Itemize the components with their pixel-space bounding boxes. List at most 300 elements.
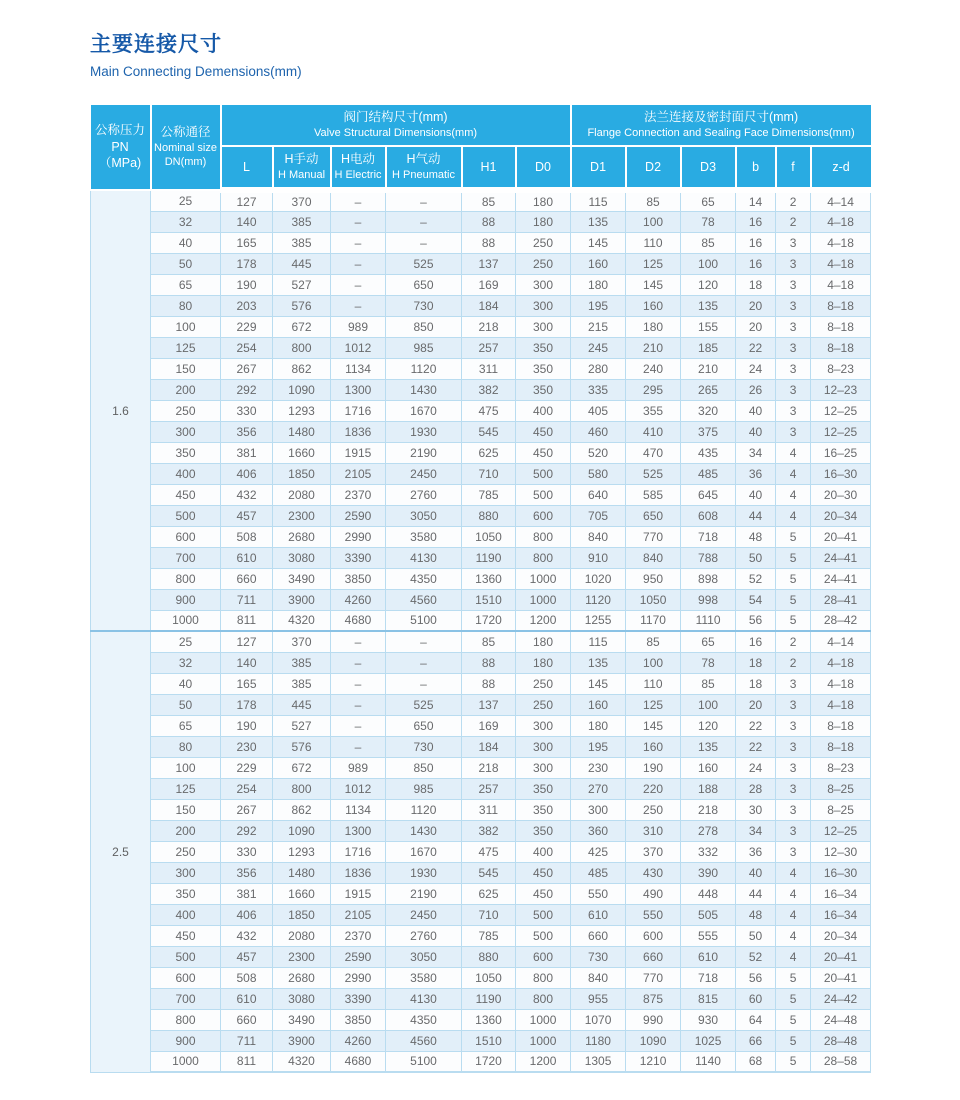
table-row	[91, 820, 871, 841]
page-title: 主要连接尺寸	[90, 33, 222, 56]
table-row	[91, 421, 871, 442]
dimension-value: 8–18	[811, 316, 871, 337]
dimension-value: 382	[462, 820, 516, 841]
dimension-value: 300	[516, 736, 571, 757]
dimension-value: 20	[736, 316, 776, 337]
dimension-value: 160	[571, 694, 626, 715]
dimension-value: 500	[516, 925, 571, 946]
dimension-value: 24–41	[811, 547, 871, 568]
dimension-value: 1000	[516, 568, 571, 589]
dimension-value: 525	[386, 253, 462, 274]
table-row	[91, 316, 871, 337]
dimension-value: 1210	[626, 1051, 681, 1072]
dimension-value: 4–18	[811, 232, 871, 253]
dimension-value: 4560	[386, 589, 462, 610]
dimension-value: 3	[776, 379, 811, 400]
dimension-value: 3850	[331, 568, 386, 589]
dn-value: 125	[151, 778, 221, 799]
dimension-value: 718	[681, 967, 736, 988]
dimension-value: 24–48	[811, 1009, 871, 1030]
table-row	[91, 337, 871, 358]
dimension-value: 4	[776, 946, 811, 967]
header-pn: 公称压力 PN （MPa)	[91, 104, 151, 190]
dimension-value: 1660	[273, 883, 331, 904]
dimension-value: 356	[221, 421, 273, 442]
dimension-value: 3	[776, 715, 811, 736]
dimension-value: 20–41	[811, 526, 871, 547]
dimension-value: 520	[571, 442, 626, 463]
dimension-value: 3	[776, 295, 811, 316]
dimension-value: 85	[626, 190, 681, 211]
dimension-value: 100	[626, 211, 681, 232]
dimension-value: 4–14	[811, 631, 871, 652]
dimension-value: 190	[221, 715, 273, 736]
dimension-value: 2	[776, 631, 811, 652]
dimension-value: –	[386, 673, 462, 694]
dimension-value: –	[331, 211, 386, 232]
dimension-value: 300	[516, 295, 571, 316]
dimension-value: 85	[681, 232, 736, 253]
dimension-value: 2190	[386, 442, 462, 463]
dimension-value: 2	[776, 652, 811, 673]
dimension-value: 36	[736, 463, 776, 484]
dimension-value: 457	[221, 946, 273, 967]
dimension-value: 2760	[386, 484, 462, 505]
dimension-value: 350	[516, 778, 571, 799]
dimension-value: 5	[776, 967, 811, 988]
dimension-value: 185	[681, 337, 736, 358]
dimension-value: 3080	[273, 547, 331, 568]
dn-value: 800	[151, 1009, 221, 1030]
dimension-value: 5	[776, 526, 811, 547]
dimension-value: 718	[681, 526, 736, 547]
dimension-value: 24	[736, 358, 776, 379]
dimension-value: 135	[571, 652, 626, 673]
dimension-value: 660	[221, 568, 273, 589]
dimension-value: 1480	[273, 862, 331, 883]
dimension-value: 210	[626, 337, 681, 358]
dimension-value: –	[331, 232, 386, 253]
table-row	[91, 463, 871, 484]
dimension-value: 230	[221, 736, 273, 757]
dn-value: 350	[151, 883, 221, 904]
dimension-value: 3	[776, 841, 811, 862]
dimension-value: 16–34	[811, 904, 871, 925]
table-row	[91, 694, 871, 715]
dimension-value: 40	[736, 400, 776, 421]
dimension-value: 1140	[681, 1051, 736, 1072]
dimension-value: 3	[776, 820, 811, 841]
dimension-value: 640	[571, 484, 626, 505]
dimension-value: 267	[221, 358, 273, 379]
dimension-value: 50	[736, 925, 776, 946]
dimension-value: 3	[776, 799, 811, 820]
dimension-value: 550	[626, 904, 681, 925]
dimension-value: 34	[736, 442, 776, 463]
dimension-value: 1012	[331, 337, 386, 358]
dimension-value: 1050	[462, 526, 516, 547]
dimension-value: 28–58	[811, 1051, 871, 1072]
dimension-value: –	[331, 190, 386, 211]
dimension-value: 178	[221, 253, 273, 274]
dimension-value: 770	[626, 526, 681, 547]
dimension-value: –	[331, 652, 386, 673]
dimension-value: 950	[626, 568, 681, 589]
dimension-value: 16–34	[811, 883, 871, 904]
dimension-value: 66	[736, 1030, 776, 1051]
dimension-value: 508	[221, 967, 273, 988]
dimension-value: 48	[736, 904, 776, 925]
dimension-value: 705	[571, 505, 626, 526]
dimension-value: 410	[626, 421, 681, 442]
dimension-value: 8–18	[811, 715, 871, 736]
dimension-value: 4	[776, 484, 811, 505]
dn-value: 50	[151, 253, 221, 274]
dimension-value: 811	[221, 610, 273, 631]
dimension-value: 432	[221, 484, 273, 505]
dn-value: 450	[151, 484, 221, 505]
dimension-value: 4260	[331, 1030, 386, 1051]
dimension-value: 4320	[273, 610, 331, 631]
dimension-value: 485	[571, 862, 626, 883]
table-row	[91, 862, 871, 883]
dimension-value: 120	[681, 715, 736, 736]
dimension-value: 3900	[273, 1030, 331, 1051]
dimension-value: 4	[776, 442, 811, 463]
table-row	[91, 841, 871, 862]
dimension-value: 4–18	[811, 652, 871, 673]
dimension-value: 4260	[331, 589, 386, 610]
dimension-value: 710	[462, 904, 516, 925]
dimension-value: 210	[681, 358, 736, 379]
dimension-value: 350	[516, 799, 571, 820]
dimension-value: 382	[462, 379, 516, 400]
dimension-value: 2590	[331, 946, 386, 967]
dimension-value: 28–48	[811, 1030, 871, 1051]
pn-value: 2.5	[91, 631, 151, 1072]
dimension-value: 710	[462, 463, 516, 484]
dimension-value: 14	[736, 190, 776, 211]
dimension-value: 24–41	[811, 568, 871, 589]
dimension-value: 160	[571, 253, 626, 274]
dimension-value: 300	[571, 799, 626, 820]
dimension-value: 20	[736, 694, 776, 715]
dimension-value: 250	[516, 232, 571, 253]
table-row	[91, 505, 871, 526]
dimension-value: 64	[736, 1009, 776, 1030]
dimension-value: 785	[462, 925, 516, 946]
dimension-value: 650	[386, 715, 462, 736]
dimension-value: 20–41	[811, 946, 871, 967]
dimension-value: 400	[516, 400, 571, 421]
dimension-value: 8–18	[811, 337, 871, 358]
dimension-value: 169	[462, 715, 516, 736]
dimension-value: 527	[273, 715, 331, 736]
dimension-value: 88	[462, 232, 516, 253]
dimension-value: 300	[516, 316, 571, 337]
dimension-value: 1360	[462, 1009, 516, 1030]
dimension-value: 5	[776, 568, 811, 589]
table-row	[91, 400, 871, 421]
dimension-value: 3	[776, 274, 811, 295]
dimension-value: 127	[221, 190, 273, 211]
dimension-value: 788	[681, 547, 736, 568]
dimension-value: 28–42	[811, 610, 871, 631]
dimension-value: 356	[221, 862, 273, 883]
dimension-value: 5	[776, 1009, 811, 1030]
dimension-value: 22	[736, 715, 776, 736]
dimension-value: –	[331, 274, 386, 295]
dimension-value: 250	[516, 694, 571, 715]
dimension-value: 1510	[462, 589, 516, 610]
dn-value: 600	[151, 526, 221, 547]
dimension-value: 180	[626, 316, 681, 337]
dn-value: 125	[151, 337, 221, 358]
dn-value: 500	[151, 946, 221, 967]
dn-value: 65	[151, 715, 221, 736]
dimension-value: 180	[571, 274, 626, 295]
dimension-value: 4–18	[811, 253, 871, 274]
dimension-value: 660	[571, 925, 626, 946]
dimension-value: 300	[516, 274, 571, 295]
dimension-value: 989	[331, 757, 386, 778]
dimension-value: 178	[221, 694, 273, 715]
dn-value: 100	[151, 316, 221, 337]
dimension-value: 840	[571, 526, 626, 547]
dimension-value: 2105	[331, 463, 386, 484]
dimension-value: 5	[776, 547, 811, 568]
dimension-value: 140	[221, 211, 273, 232]
dimension-value: 330	[221, 400, 273, 421]
dimension-value: 998	[681, 589, 736, 610]
dimension-value: 229	[221, 316, 273, 337]
dimension-value: 56	[736, 967, 776, 988]
dimension-value: 2300	[273, 946, 331, 967]
dimension-value: 385	[273, 652, 331, 673]
dimension-value: 8–23	[811, 757, 871, 778]
dimension-value: 555	[681, 925, 736, 946]
dimension-value: 500	[516, 463, 571, 484]
dn-value: 100	[151, 757, 221, 778]
dimension-value: 8–25	[811, 799, 871, 820]
dimension-value: 576	[273, 295, 331, 316]
table-row	[91, 799, 871, 820]
dimension-value: 65	[681, 631, 736, 652]
dimension-value: 985	[386, 778, 462, 799]
dimension-value: 180	[516, 631, 571, 652]
dimension-value: 137	[462, 253, 516, 274]
dimension-value: 48	[736, 526, 776, 547]
dimension-value: 145	[626, 274, 681, 295]
dimension-value: 2080	[273, 484, 331, 505]
dimension-value: 20–30	[811, 484, 871, 505]
dimension-value: 2	[776, 211, 811, 232]
dimension-value: 1850	[273, 904, 331, 925]
dimension-value: 5100	[386, 1051, 462, 1072]
dimension-value: 24	[736, 757, 776, 778]
dimension-value: 811	[221, 1051, 273, 1072]
dimension-value: 44	[736, 883, 776, 904]
dimension-value: 40	[736, 421, 776, 442]
dimension-value: 430	[626, 862, 681, 883]
dimension-value: 1660	[273, 442, 331, 463]
dimension-value: 240	[626, 358, 681, 379]
dn-value: 450	[151, 925, 221, 946]
dimension-value: 56	[736, 610, 776, 631]
dimension-value: 4350	[386, 568, 462, 589]
dimension-value: 3	[776, 400, 811, 421]
table-row	[91, 547, 871, 568]
dimension-value: 16	[736, 631, 776, 652]
header-col-l: L	[221, 146, 273, 190]
dimension-value: 1915	[331, 883, 386, 904]
dimension-value: 475	[462, 400, 516, 421]
dimension-value: 88	[462, 211, 516, 232]
header-dn: 公称通径 Nominal size DN(mm)	[151, 104, 221, 190]
dimension-value: 1255	[571, 610, 626, 631]
table-row	[91, 253, 871, 274]
dimension-value: 88	[462, 673, 516, 694]
dimension-value: 800	[273, 337, 331, 358]
dimension-value: 610	[681, 946, 736, 967]
dimension-value: 1300	[331, 379, 386, 400]
dimension-value: 898	[681, 568, 736, 589]
dimension-value: 4–14	[811, 190, 871, 211]
dn-value: 25	[151, 190, 221, 211]
dimension-value: 2	[776, 190, 811, 211]
table-row	[91, 358, 871, 379]
dimension-value: 1190	[462, 547, 516, 568]
dimension-value: 800	[516, 547, 571, 568]
dimension-value: 460	[571, 421, 626, 442]
dn-value: 40	[151, 232, 221, 253]
dimension-value: 1012	[331, 778, 386, 799]
dimension-value: 3	[776, 736, 811, 757]
dimension-value: 645	[681, 484, 736, 505]
dimension-value: 1430	[386, 820, 462, 841]
dimension-value: 125	[626, 253, 681, 274]
dimension-value: 311	[462, 358, 516, 379]
dimension-value: 730	[386, 295, 462, 316]
dimension-value: 3080	[273, 988, 331, 1009]
header-col-d2: D2	[626, 146, 681, 190]
dimension-value: 1025	[681, 1030, 736, 1051]
dimension-value: 1915	[331, 442, 386, 463]
dimension-value: 16	[736, 211, 776, 232]
dimension-value: 1293	[273, 841, 331, 862]
table-row	[91, 589, 871, 610]
dimension-value: 4680	[331, 1051, 386, 1072]
dimension-value: 267	[221, 799, 273, 820]
dn-value: 250	[151, 400, 221, 421]
dimension-value: 650	[626, 505, 681, 526]
dimension-value: 254	[221, 337, 273, 358]
dimension-value: 5	[776, 1051, 811, 1072]
dn-value: 32	[151, 211, 221, 232]
dimension-value: 332	[681, 841, 736, 862]
dimension-value: 4560	[386, 1030, 462, 1051]
dimension-value: 500	[516, 484, 571, 505]
dimension-value: 5	[776, 1030, 811, 1051]
table-row	[91, 442, 871, 463]
dimension-value: 381	[221, 442, 273, 463]
dimension-value: 203	[221, 295, 273, 316]
dimension-value: 3	[776, 757, 811, 778]
dimension-value: 405	[571, 400, 626, 421]
table-row	[91, 778, 871, 799]
dimension-value: 184	[462, 736, 516, 757]
dimension-value: 145	[571, 673, 626, 694]
dimension-value: 360	[571, 820, 626, 841]
dimension-value: –	[331, 631, 386, 652]
dimension-value: 5100	[386, 610, 462, 631]
table-row	[91, 1030, 871, 1051]
dimension-value: –	[386, 631, 462, 652]
dimension-value: 545	[462, 421, 516, 442]
header-col-h1: H1	[462, 146, 516, 190]
dimension-value: 160	[626, 736, 681, 757]
dimension-value: 44	[736, 505, 776, 526]
dimension-value: 730	[386, 736, 462, 757]
dimension-value: 1020	[571, 568, 626, 589]
dimension-value: 180	[516, 190, 571, 211]
dimension-value: 1050	[462, 967, 516, 988]
dimension-value: 989	[331, 316, 386, 337]
dimension-value: 20–34	[811, 505, 871, 526]
dn-value: 300	[151, 421, 221, 442]
dn-value: 25	[151, 631, 221, 652]
dimension-value: 88	[462, 652, 516, 673]
dimension-value: 4–18	[811, 673, 871, 694]
dimension-value: 295	[626, 379, 681, 400]
dimension-value: 711	[221, 589, 273, 610]
dimension-value: 18	[736, 673, 776, 694]
dimension-value: 3490	[273, 568, 331, 589]
dimension-value: 2080	[273, 925, 331, 946]
dimension-value: 850	[386, 316, 462, 337]
header-col-f: f	[776, 146, 811, 190]
dimension-value: 4	[776, 883, 811, 904]
dimension-value: 625	[462, 442, 516, 463]
dimension-value: –	[331, 295, 386, 316]
dimension-value: 672	[273, 316, 331, 337]
dn-value: 50	[151, 694, 221, 715]
dimension-value: 1200	[516, 1051, 571, 1072]
header-col-b: b	[736, 146, 776, 190]
dimension-value: 215	[571, 316, 626, 337]
dimension-value: 470	[626, 442, 681, 463]
dimension-value: 1000	[516, 1009, 571, 1030]
dn-value: 900	[151, 589, 221, 610]
dimension-value: 5	[776, 610, 811, 631]
dimension-value: 3	[776, 358, 811, 379]
dimension-value: –	[331, 673, 386, 694]
dimension-value: 4–18	[811, 694, 871, 715]
dimension-value: 330	[221, 841, 273, 862]
dimension-value: 955	[571, 988, 626, 1009]
table-row	[91, 673, 871, 694]
dimension-value: 457	[221, 505, 273, 526]
table-row	[91, 736, 871, 757]
dn-value: 400	[151, 463, 221, 484]
dn-value: 700	[151, 988, 221, 1009]
dimension-value: 250	[626, 799, 681, 820]
dimension-value: 127	[221, 631, 273, 652]
header-col-d1: D1	[571, 146, 626, 190]
dimension-value: 1120	[386, 358, 462, 379]
dimension-value: 40	[736, 862, 776, 883]
dimension-value: 500	[516, 904, 571, 925]
